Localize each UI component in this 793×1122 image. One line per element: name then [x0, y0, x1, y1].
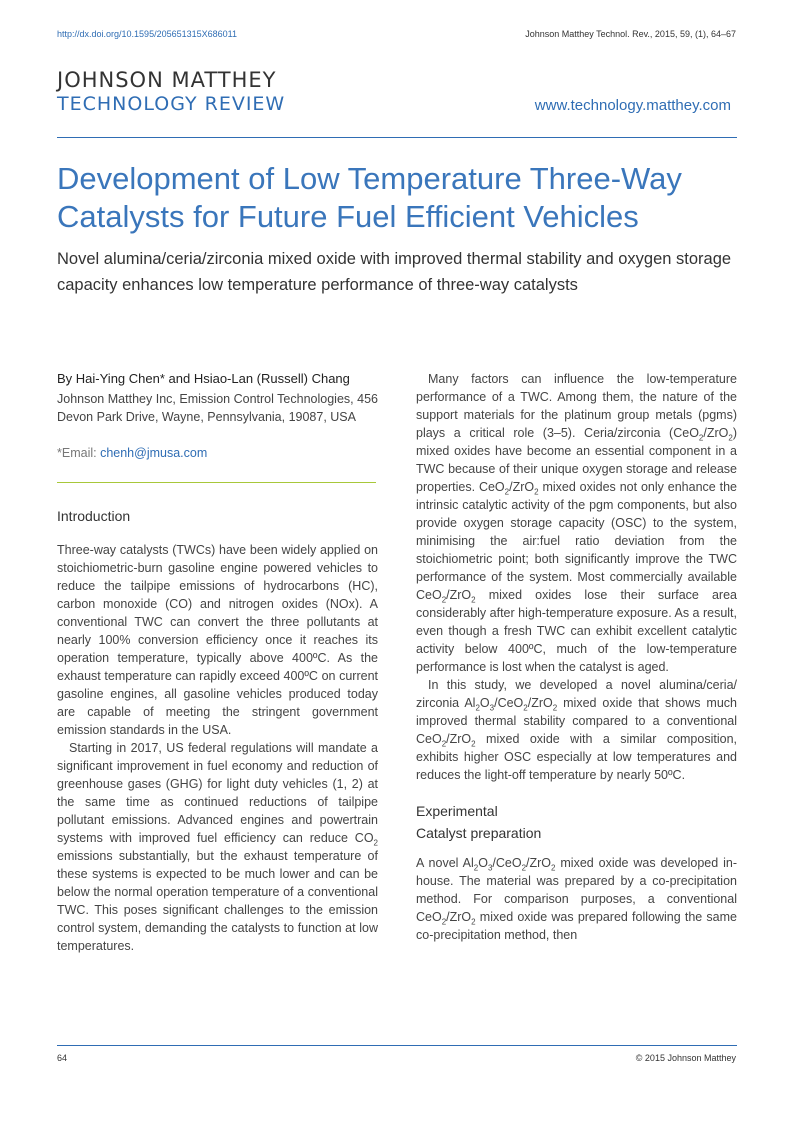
article-subtitle: Novel alumina/ceria/zirconia mixed oxide with improved thermal stability and oxygen storage capacity enhances low temperature performance of three-way catalysts	[57, 250, 732, 294]
right-column	[416, 370, 737, 944]
intro-paragraph-1: Three-way catalysts (TWCs) have been widely applied on stoichiometric-burn gasoline engine powered vehicles to reduce the tailpipe emissions of hydrocarbons (HC), carbon monoxide (CO) and nitrogen oxides (NOx). A conventional TWC can convert the three pollutants at nearly 100% conversion efficiency once it reaches its operation temperature, typically above 400ºC. As the exhaust temperature can rapidly exceed 400ºC on current gasoline engines, all gasoline vehicles produced today are capable of meeting the stringent government emission standards in the USA.	[57, 543, 378, 737]
journal-citation: Johnson Matthey Technol. Rev., 2015, 59, (1), 64–67	[525, 29, 736, 39]
header-divider	[57, 137, 737, 138]
affiliation: Johnson Matthey Inc, Emission Control Technologies, 456 Devon Park Drive, Wayne, Pennsylvania, 19087, USA	[57, 392, 378, 424]
introduction-heading: Introduction	[57, 508, 131, 524]
author-divider	[57, 482, 376, 483]
footer-divider	[57, 1045, 737, 1046]
copyright: © 2015 Johnson Matthey	[635, 1053, 736, 1063]
email-line	[57, 444, 378, 462]
doi-link[interactable]: http://dx.doi.org/10.1595/205651315X686011	[57, 29, 237, 39]
email-link[interactable]: chenh@jmusa.com	[100, 446, 208, 460]
page-number: 64	[57, 1053, 68, 1063]
left-column	[57, 370, 378, 955]
brand-name: JOHNSON MATTHEY	[57, 68, 277, 92]
email-label: *Email:	[57, 446, 97, 460]
catalyst-preparation-heading: Catalyst preparation	[416, 825, 542, 841]
authors: By Hai-Ying Chen* and Hsiao-Lan (Russell) Chang	[57, 371, 350, 386]
intro-paragraph-2: Starting in 2017, US federal regulations will mandate a significant improvement in fuel economy and reduction of greenhouse gases (GHG) for light duty vehicles (1, 2) at the same time as continued reductions of tailpipe pollutant emissions. Advanced engines and powertrain systems with improved fuel efficiency can reduce $CO_2$ emissions substantially, but the exhaust temperature of these systems is expected to be much lower and can be below the normal operation temperature of a conventional TWC. This poses significant challenges to the emission control system, demanding the catalysts to function at low temperatures.	[57, 741, 378, 953]
brand-subtitle: TECHNOLOGY REVIEW	[57, 93, 286, 115]
body-paragraph-3: A novel $Al_2O_3/CeO_2/ZrO_2$ mixed oxide was developed in-house. The material was prepared by a co-precipitation method. For comparison purposes, a conventional CeO$_2$/ZrO$_2$ mixed oxide was prepared following the same co-precipitation method, then	[416, 856, 737, 942]
body-paragraph-1: Many factors can influence the low-temperature performance of a TWC. Among them, the nature of the support materials for the platinum group metals (pgms) plays a critical role (3–5). Ceria/zirconia (CeO$_2$/ZrO$_2$) mixed oxides have become an essential component in a TWC because of their unique oxygen storage and release properties. CeO$_2$/ZrO$_2$ mixed oxides not only enhance the intrinsic catalytic activity of the pgm components, but also provide oxygen storage capacity (OSC) to the system, minimising the air:fuel ratio deviation from the stoichiometric point; both significantly improve the TWC performance of the system. Most commercially available CeO$_2$/ZrO$_2$ mixed oxides lose their surface area considerably after high-temperature exposure. As a result, even though a fresh TWC can exhibit excellent catalytic activity below 400ºC, much of the low-temperature performance is lost when the catalyst is aged.	[416, 372, 738, 674]
experimental-heading: Experimental	[416, 803, 498, 819]
body-paragraph-2: In this study, we developed a novel alumina/ceria/ zirconia $Al_2O_3/CeO_2/ZrO_2$ mixed oxide that shows much improved thermal stability compared to a conventional CeO$_2$/ZrO$_2$ mixed oxide with a similar composition, exhibits higher OSC especially at low temperatures and reduces the light-off temperature by nearly 50ºC.	[416, 678, 737, 782]
article-title: Development of Low Temperature Three-Way Catalysts for Future Fuel Efficient Vehicles	[57, 161, 682, 234]
website-link[interactable]: www.technology.matthey.com	[534, 97, 731, 114]
